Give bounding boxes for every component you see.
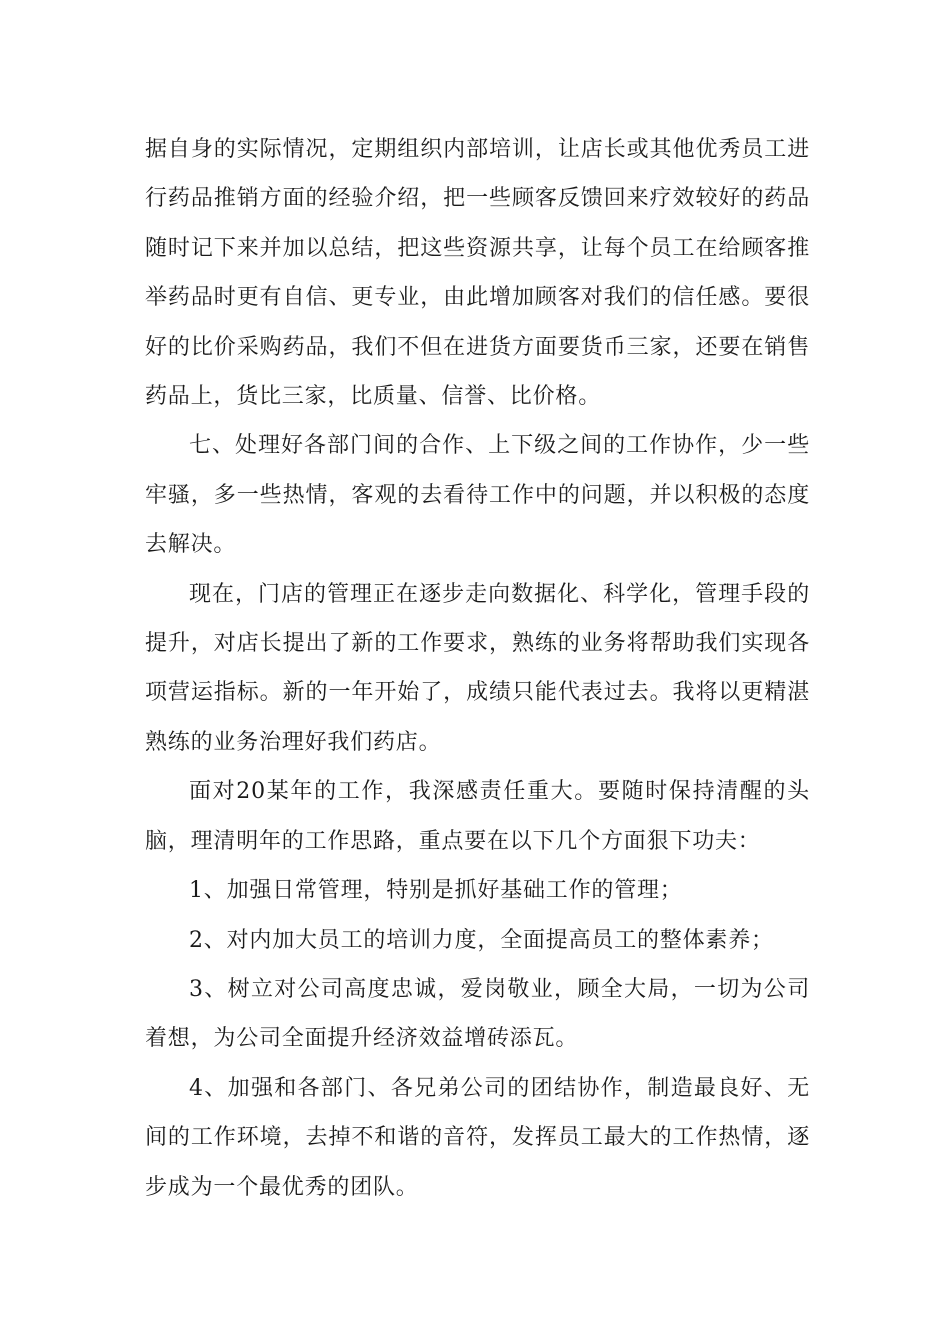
list-item-2: 2、对内加大员工的培训力度，全面提高员工的整体素养；: [189, 927, 774, 953]
paragraph-store-management: 现在，门店的管理正在逐步走向数据化、科学化，管理手段的提升，对店长提出了新的工作要求，熟练的业务将帮助我们实现各项营运指标。新的一年开始了，成绩只能代表过去。我将以更精湛熟练的业务治理好我们药店。: [145, 581, 810, 755]
paragraph-next-year-work: 面对20某年的工作，我深感责任重大。要随时保持清醒的头脑，理清明年的工作思路，重点要在以下几个方面狠下功夫：: [145, 779, 810, 854]
list-item-4: 4、加强和各部门、各兄弟公司的团结协作，制造最良好、无间的工作环境，去掉不和谐的音符，发挥员工最大的工作热情，逐步成为一个最优秀的团队。: [145, 1075, 810, 1200]
paragraph-section-seven: 七、处理好各部门间的合作、上下级之间的工作协作，少一些牢骚，多一些热情，客观的去看待工作中的问题，并以积极的态度去解决。: [145, 433, 810, 558]
list-item-1: 1、加强日常管理，特别是抓好基础工作的管理；: [189, 878, 683, 904]
list-item-3: 3、树立对公司高度忠诚，爱岗敬业，顾全大局，一切为公司着想，为公司全面提升经济效益增砖添瓦。: [145, 976, 810, 1052]
document-body: [145, 125, 810, 1212]
paragraph-continued: 据自身的实际情况，定期组织内部培训，让店长或其他优秀员工进行药品推销方面的经验介绍，把一些顾客反馈回来疗效较好的药品随时记下来并加以总结，把这些资源共享，让每个员工在给顾客推举药品时更有自信、更专业，由此增加顾客对我们的信任感。要很好的比价采购药品，我们不但在进货方面要货币三家，还要在销售药品上，货比三家，比质量、信誉、比价格。: [145, 137, 810, 410]
